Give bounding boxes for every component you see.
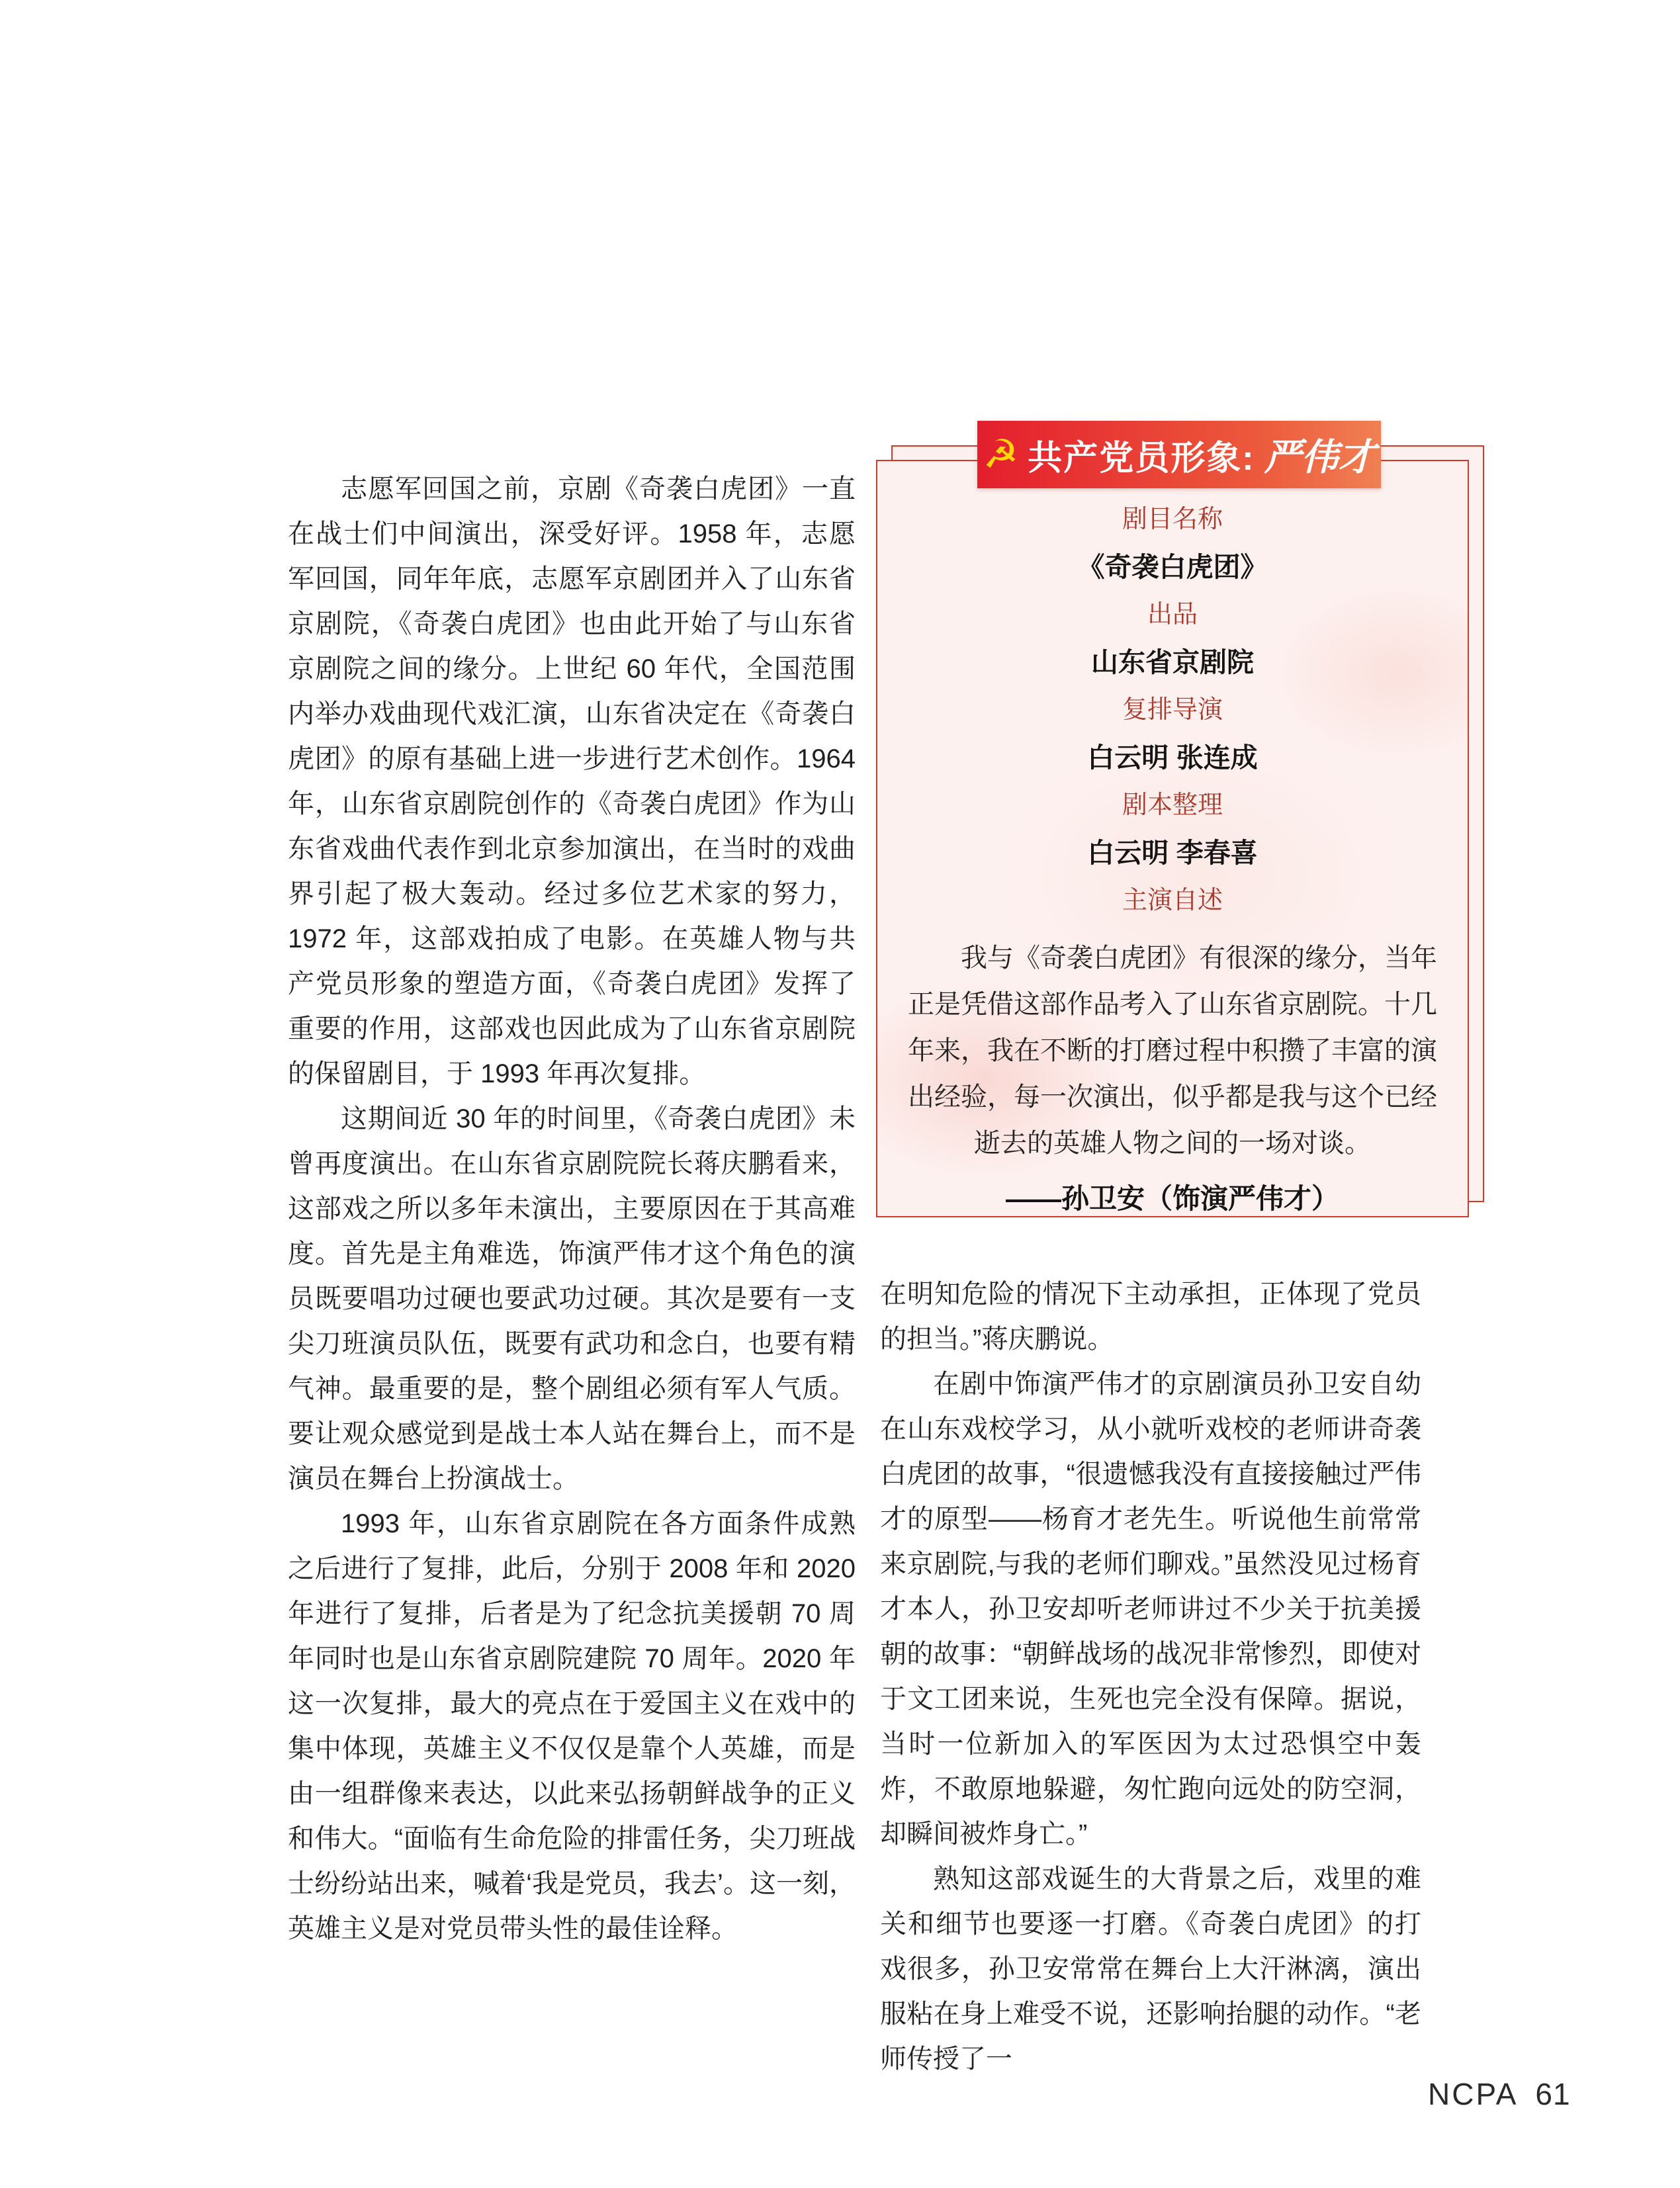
field-label-producer: 出品 <box>1147 601 1198 629</box>
paragraph: 1993 年，山东省京剧院在各方面条件成熟之后进行了复排，此后，分别于 2008 年和 2020 年进行了复排，后者是为了纪念抗美援朝 70 周年同时也是山东省京剧院建院 70 周年。2020 年这一次复排，最大的亮点在于爱国主义在戏中的集中体现，英雄主义不仅仅是靠个人英雄，而是由一组群像来表达，以此来弘扬朝鲜战争的正义和伟大。“面临有生命危险的排雷任务，尖刀班战士纷纷站出来，喊着‘我是党员，我去’。这一刻，英雄主义是对党员带头性的最佳诠释。 <box>288 1509 856 1943</box>
field-label-lead-statement: 主演自述 <box>1122 887 1223 914</box>
magazine-brand: NCPA <box>1428 2077 1519 2111</box>
paragraph: 熟知这部戏诞生的大背景之后，戏里的难关和细节也要逐一打磨。《奇袭白虎团》的打戏很多，孙卫安常常在舞台上大汗淋漓，演出服粘在身上难受不说，还影响抬腿的动作。“老师传授了一 <box>880 1864 1421 2074</box>
field-label-play-title: 剧目名称 <box>1122 505 1223 533</box>
statement-attribution: ——孙卫安（饰演严伟才） <box>1005 1183 1339 1214</box>
paragraph: 在明知危险的情况下主动承担，正体现了党员的担当。”蒋庆鹏说。 <box>880 1280 1421 1354</box>
field-label-revival-directors: 复排导演 <box>1122 696 1223 724</box>
feature-card <box>876 460 1469 1217</box>
left-text-column <box>288 466 856 1951</box>
feature-card-content <box>877 461 1468 1216</box>
field-value-revival-directors: 白云明 张连成 <box>1087 742 1258 773</box>
field-label-script-editors: 剧本整理 <box>1122 791 1223 819</box>
page-footer <box>1428 2076 1571 2112</box>
field-value-script-editors: 白云明 李春喜 <box>1087 838 1258 868</box>
lead-actor-statement: 我与《奇袭白虎团》有很深的缘分，当年正是凭借这部作品考入了山东省京剧院。十几年来，我在不断的打磨过程中积攒了丰富的演出经验，每一次演出，似乎都是我与这个已经逝去的英雄人物之间的一场对谈。 <box>908 943 1437 1159</box>
banner-title: 共产党员形象: <box>1028 439 1255 478</box>
banner-hero-name: 严伟才 <box>1264 435 1376 479</box>
field-value-producer: 山东省京剧院 <box>1091 647 1254 678</box>
field-value-play-title: 《奇袭白虎团》 <box>1077 552 1268 582</box>
paragraph: 志愿军回国之前，京剧《奇袭白虎团》一直在战士们中间演出，深受好评。1958 年，志愿军回国，同年年底，志愿军京剧团并入了山东省京剧院，《奇袭白虎团》也由此开始了与山东省京剧院之间的缘分。上世纪 60 年代，全国范围内举办戏曲现代戏汇演，山东省决定在《奇袭白虎团》的原有基础上进一步进行艺术创作。1964 年，山东省京剧院创作的《奇袭白虎团》作为山东省戏曲代表作到北京参加演出，在当时的戏曲界引起了极大轰动。经过多位艺术家的努力，1972 年，这部戏拍成了电影。在英雄人物与共产党员形象的塑造方面，《奇袭白虎团》发挥了重要的作用，这部戏也因此成为了山东省京剧院的保留剧目，于 1993 年再次复排。 <box>288 474 856 1088</box>
right-text-column <box>880 1272 1421 2081</box>
page-number: 61 <box>1535 2077 1571 2111</box>
paragraph: 这期间近 30 年的时间里，《奇袭白虎团》未曾再度演出。在山东省京剧院院长蒋庆鹏看来，这部戏之所以多年未演出，主要原因在于其高难度。首先是主角难选，饰演严伟才这个角色的演员既要唱功过硬也要武功过硬。其次是要有一支尖刀班演员队伍，既要有武功和念白，也要有精气神。最重要的是，整个剧组必须有军人气质。要让观众感觉到是战士本人站在舞台上，而不是演员在舞台上扮演战士。 <box>288 1104 856 1493</box>
party-emblem-icon: ☭ <box>983 431 1019 478</box>
paragraph: 在剧中饰演严伟才的京剧演员孙卫安自幼在山东戏校学习，从小就听戏校的老师讲奇袭白虎团的故事，“很遗憾我没有直接接触过严伟才的原型——杨育才老先生。听说他生前常常来京剧院,与我的老师们聊戏。”虽然没见过杨育才本人，孙卫安却听老师讲过不少关于抗美援朝的故事：“朝鲜战场的战况非常惨烈，即使对于文工团来说，生死也完全没有保障。据说，当时一位新加入的军医因为太过恐惧空中轰炸，不敢原地躲避，匆忙跑向远处的防空洞，却瞬间被炸身亡。” <box>880 1370 1421 1849</box>
card-banner <box>977 421 1381 488</box>
